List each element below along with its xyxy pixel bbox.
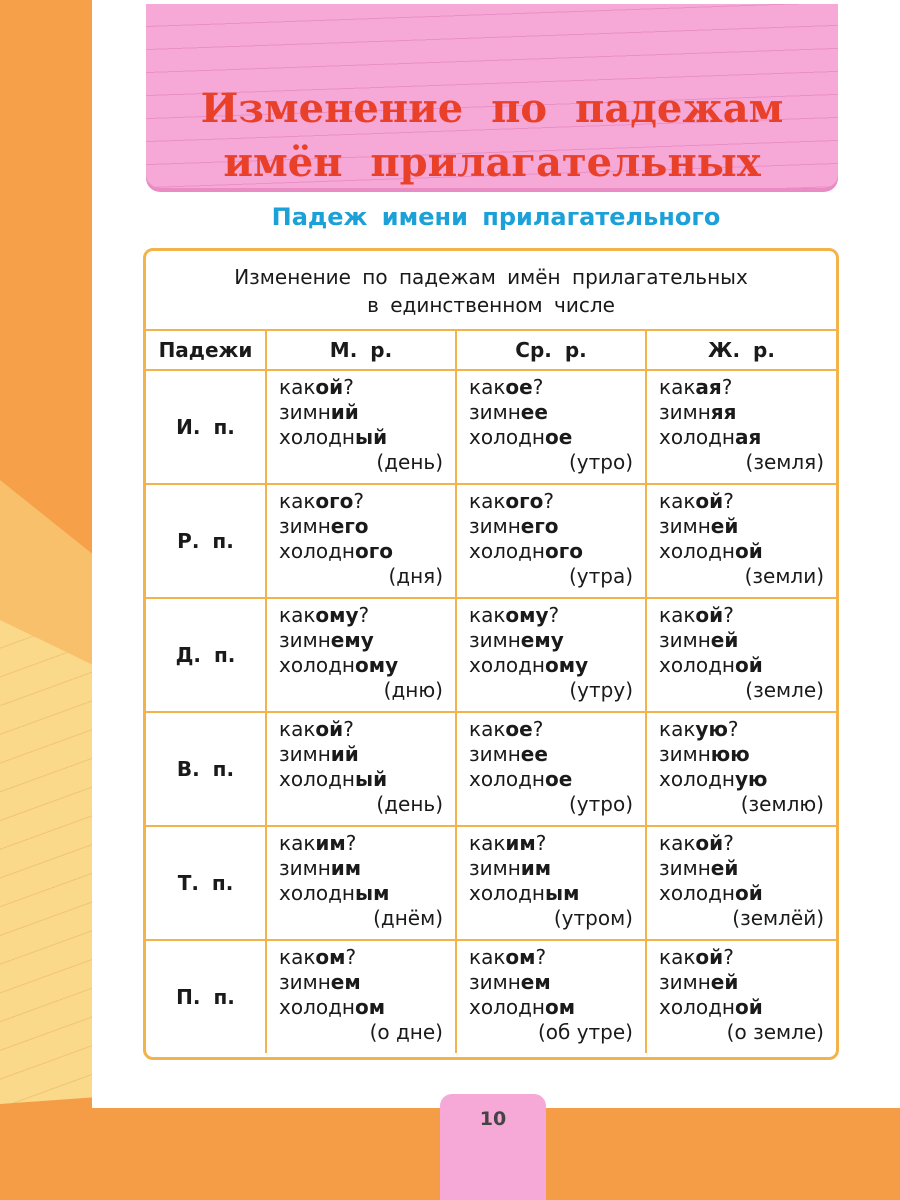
table-caption — [146, 251, 836, 331]
adjective-2 — [659, 995, 824, 1020]
cell-neuter — [456, 940, 646, 1053]
word-stem: зимн — [469, 628, 521, 652]
word-stem: зимн — [279, 514, 331, 538]
noun-form: (дня) — [388, 564, 443, 588]
cell-feminine — [646, 484, 836, 598]
page-title — [146, 82, 838, 190]
word-ending: ый — [355, 425, 388, 449]
word-ending: им — [315, 831, 346, 855]
word-stem: холодн — [659, 995, 735, 1019]
header-masculine: М. р. — [266, 331, 456, 370]
word-ending: ое — [505, 375, 533, 399]
word-stem: как — [659, 717, 696, 741]
question-mark: ? — [721, 375, 733, 399]
noun-form: (утру) — [569, 678, 633, 702]
word-stem: зимн — [469, 742, 521, 766]
question-word — [469, 489, 633, 514]
header-feminine: Ж. р. — [646, 331, 836, 370]
adjective-1 — [469, 970, 633, 995]
cell-neuter — [456, 712, 646, 826]
word-ending: ая — [695, 375, 722, 399]
adjective-1 — [659, 628, 824, 653]
table-row — [146, 940, 836, 1053]
word-ending: ом — [505, 945, 536, 969]
adjective-2 — [469, 767, 633, 792]
question-word — [469, 603, 633, 628]
word-stem: как — [469, 831, 506, 855]
caption-line-1: Изменение по падежам имён прилагательных — [234, 265, 748, 289]
word-stem: холодн — [469, 539, 545, 563]
cell-masculine — [266, 712, 456, 826]
word-stem: зимн — [659, 970, 711, 994]
word-ending: ый — [355, 767, 388, 791]
cell-masculine — [266, 598, 456, 712]
word-ending: ой — [695, 945, 724, 969]
case-label: В. п. — [146, 712, 266, 826]
question-mark: ? — [532, 717, 544, 741]
adjective-1 — [279, 628, 443, 653]
noun-form: (утро) — [568, 450, 633, 474]
word-ending: ую — [735, 767, 768, 791]
word-ending: ого — [505, 489, 544, 513]
word-stem: холодн — [279, 425, 355, 449]
word-stem: как — [469, 717, 506, 741]
word-stem: как — [469, 945, 506, 969]
adjective-2 — [659, 881, 824, 906]
adjective-1 — [469, 400, 633, 425]
cell-feminine — [646, 598, 836, 712]
word-stem: зимн — [659, 856, 711, 880]
question-mark: ? — [535, 831, 547, 855]
word-stem: зимн — [469, 856, 521, 880]
section-subtitle: Падеж имени прилагательного — [271, 203, 721, 231]
word-stem: зимн — [279, 856, 331, 880]
question-word — [659, 375, 824, 400]
cell-neuter — [456, 370, 646, 484]
adjective-1 — [279, 970, 443, 995]
case-label: Д. п. — [146, 598, 266, 712]
word-stem: холодн — [279, 995, 355, 1019]
word-ending: ое — [505, 717, 533, 741]
question-mark: ? — [535, 945, 547, 969]
word-stem: зимн — [279, 970, 331, 994]
word-stem: зимн — [469, 400, 521, 424]
word-ending: ому — [505, 603, 549, 627]
word-stem: холодн — [659, 653, 735, 677]
word-ending: им — [330, 856, 362, 880]
noun-form: (земли) — [744, 564, 824, 588]
question-mark: ? — [532, 375, 544, 399]
word-stem: холодн — [659, 425, 735, 449]
adjective-1 — [659, 856, 824, 881]
word-ending: ее — [520, 400, 548, 424]
question-mark: ? — [723, 945, 734, 969]
cell-feminine — [646, 826, 836, 940]
noun-form: (землёй) — [732, 906, 824, 930]
word-ending: ом — [315, 945, 346, 969]
noun-form: (днём) — [373, 906, 443, 930]
word-ending: ий — [330, 742, 359, 766]
adjective-1 — [469, 628, 633, 653]
word-stem: зимн — [659, 628, 711, 652]
question-mark: ? — [345, 945, 357, 969]
question-word — [279, 375, 443, 400]
case-table — [146, 331, 836, 1053]
word-stem: как — [659, 831, 696, 855]
question-word — [659, 489, 824, 514]
adjective-1 — [469, 856, 633, 881]
word-ending: ей — [710, 970, 739, 994]
word-ending: им — [505, 831, 536, 855]
cell-feminine — [646, 712, 836, 826]
case-label: Р. п. — [146, 484, 266, 598]
word-ending: ом — [355, 995, 386, 1019]
word-ending: его — [330, 514, 369, 538]
word-stem: холодн — [279, 881, 355, 905]
word-stem: зимн — [279, 400, 331, 424]
title-line-1: Изменение по падежам — [200, 85, 784, 132]
word-ending: ого — [315, 489, 354, 513]
word-ending: ую — [695, 717, 728, 741]
word-stem: как — [659, 603, 696, 627]
question-word — [279, 831, 443, 856]
word-ending: ой — [735, 995, 763, 1019]
cell-feminine — [646, 940, 836, 1053]
word-stem: как — [469, 489, 506, 513]
adjective-2 — [469, 653, 633, 678]
cell-masculine — [266, 940, 456, 1053]
table-row — [146, 826, 836, 940]
table-row — [146, 712, 836, 826]
question-mark: ? — [723, 603, 734, 627]
word-stem: холодн — [469, 767, 545, 791]
noun-form: (земле) — [745, 678, 824, 702]
noun-form: (о земле) — [726, 1020, 824, 1044]
page-number: 10 — [479, 1108, 507, 1130]
word-stem: зимн — [659, 514, 711, 538]
adjective-2 — [659, 767, 824, 792]
word-ending: ой — [315, 375, 344, 399]
adjective-1 — [659, 742, 824, 767]
adjective-2 — [659, 425, 824, 450]
title-line-2: имён прилагательных — [223, 139, 761, 186]
word-stem: как — [279, 375, 316, 399]
question-mark: ? — [548, 603, 560, 627]
question-word — [469, 717, 633, 742]
word-ending: ому — [315, 603, 359, 627]
word-ending: ой — [315, 717, 344, 741]
adjective-1 — [469, 514, 633, 539]
word-ending: ем — [330, 970, 361, 994]
word-stem: зимн — [279, 628, 331, 652]
declension-table — [143, 248, 839, 1060]
word-ending: юю — [710, 742, 750, 766]
word-ending: ым — [355, 881, 390, 905]
word-stem: как — [469, 603, 506, 627]
caption-line-2: в единственном числе — [367, 293, 615, 317]
question-mark: ? — [358, 603, 370, 627]
word-stem: холодн — [659, 767, 735, 791]
word-stem: как — [659, 375, 696, 399]
word-ending: им — [520, 856, 552, 880]
adjective-2 — [469, 881, 633, 906]
question-word — [279, 603, 443, 628]
noun-form: (об утре) — [537, 1020, 633, 1044]
question-mark: ? — [723, 489, 734, 513]
word-stem: холодн — [659, 539, 735, 563]
adjective-2 — [279, 995, 443, 1020]
adjective-2 — [279, 539, 443, 564]
word-stem: холодн — [469, 881, 545, 905]
word-ending: ому — [545, 653, 589, 677]
word-stem: как — [279, 603, 316, 627]
question-word — [279, 945, 443, 970]
word-ending: ое — [545, 767, 573, 791]
question-mark: ? — [723, 831, 734, 855]
noun-form: (дню) — [383, 678, 443, 702]
adjective-1 — [659, 514, 824, 539]
cell-masculine — [266, 370, 456, 484]
case-label: П. п. — [146, 940, 266, 1053]
word-ending: ему — [520, 628, 564, 652]
question-mark: ? — [727, 717, 739, 741]
word-stem: холодн — [279, 767, 355, 791]
question-mark: ? — [343, 375, 354, 399]
question-word — [469, 945, 633, 970]
header-cases: Падежи — [146, 331, 266, 370]
word-ending: ее — [520, 742, 548, 766]
noun-form: (землю) — [740, 792, 824, 816]
word-stem: зимн — [659, 742, 711, 766]
cell-masculine — [266, 826, 456, 940]
question-word — [469, 375, 633, 400]
adjective-2 — [279, 881, 443, 906]
question-word — [279, 489, 443, 514]
case-label: И. п. — [146, 370, 266, 484]
word-stem: зимн — [469, 970, 521, 994]
word-ending: ему — [330, 628, 374, 652]
noun-form: (земля) — [745, 450, 824, 474]
adjective-2 — [469, 995, 633, 1020]
adjective-1 — [279, 514, 443, 539]
adjective-2 — [279, 425, 443, 450]
noun-form: (день) — [376, 792, 443, 816]
word-ending: ой — [735, 653, 763, 677]
word-ending: ой — [735, 539, 763, 563]
word-stem: холодн — [279, 539, 355, 563]
table-row — [146, 598, 836, 712]
question-word — [469, 831, 633, 856]
word-stem: как — [659, 945, 696, 969]
table-header-row — [146, 331, 836, 370]
word-stem: как — [279, 945, 316, 969]
case-label: Т. п. — [146, 826, 266, 940]
adjective-1 — [469, 742, 633, 767]
noun-form: (утро) — [568, 792, 633, 816]
cell-neuter — [456, 484, 646, 598]
noun-form: (утра) — [568, 564, 633, 588]
cell-feminine — [646, 370, 836, 484]
adjective-2 — [279, 767, 443, 792]
question-word — [659, 603, 824, 628]
adjective-2 — [469, 539, 633, 564]
cell-masculine — [266, 484, 456, 598]
adjective-1 — [659, 400, 824, 425]
word-stem: как — [279, 831, 316, 855]
word-stem: как — [279, 489, 316, 513]
question-word — [659, 945, 824, 970]
word-ending: ей — [710, 628, 739, 652]
word-stem: как — [469, 375, 506, 399]
word-ending: ей — [710, 856, 739, 880]
word-stem: холодн — [469, 653, 545, 677]
noun-form: (утром) — [553, 906, 633, 930]
word-stem: зимн — [659, 400, 711, 424]
word-ending: ая — [735, 425, 762, 449]
word-stem: зимн — [279, 742, 331, 766]
question-mark: ? — [345, 831, 357, 855]
word-ending: ий — [330, 400, 359, 424]
word-ending: ое — [545, 425, 573, 449]
word-ending: ом — [545, 995, 576, 1019]
word-stem: как — [279, 717, 316, 741]
adjective-2 — [659, 653, 824, 678]
word-stem: холодн — [469, 425, 545, 449]
adjective-2 — [279, 653, 443, 678]
question-word — [659, 717, 824, 742]
question-mark: ? — [353, 489, 364, 513]
word-ending: ого — [545, 539, 583, 563]
cell-neuter — [456, 598, 646, 712]
table-row — [146, 370, 836, 484]
word-ending: яя — [710, 400, 737, 424]
word-ending: ой — [695, 831, 724, 855]
word-ending: его — [520, 514, 559, 538]
word-ending: ем — [520, 970, 551, 994]
word-ending: ой — [695, 603, 724, 627]
adjective-1 — [279, 742, 443, 767]
word-stem: холодн — [659, 881, 735, 905]
question-mark: ? — [343, 717, 354, 741]
question-word — [659, 831, 824, 856]
table-row — [146, 484, 836, 598]
adjective-1 — [279, 400, 443, 425]
word-stem: холодн — [469, 995, 545, 1019]
question-word — [279, 717, 443, 742]
word-stem: зимн — [469, 514, 521, 538]
word-ending: ей — [710, 514, 739, 538]
adjective-2 — [659, 539, 824, 564]
noun-form: (день) — [376, 450, 443, 474]
adjective-1 — [279, 856, 443, 881]
word-ending: ой — [695, 489, 724, 513]
cell-neuter — [456, 826, 646, 940]
adjective-2 — [469, 425, 633, 450]
word-ending: ой — [735, 881, 763, 905]
adjective-1 — [659, 970, 824, 995]
word-stem: холодн — [279, 653, 355, 677]
word-stem: как — [659, 489, 696, 513]
word-ending: ому — [355, 653, 399, 677]
word-ending: ым — [545, 881, 580, 905]
word-ending: ого — [355, 539, 393, 563]
question-mark: ? — [543, 489, 554, 513]
noun-form: (о дне) — [369, 1020, 443, 1044]
header-neuter: Ср. р. — [456, 331, 646, 370]
